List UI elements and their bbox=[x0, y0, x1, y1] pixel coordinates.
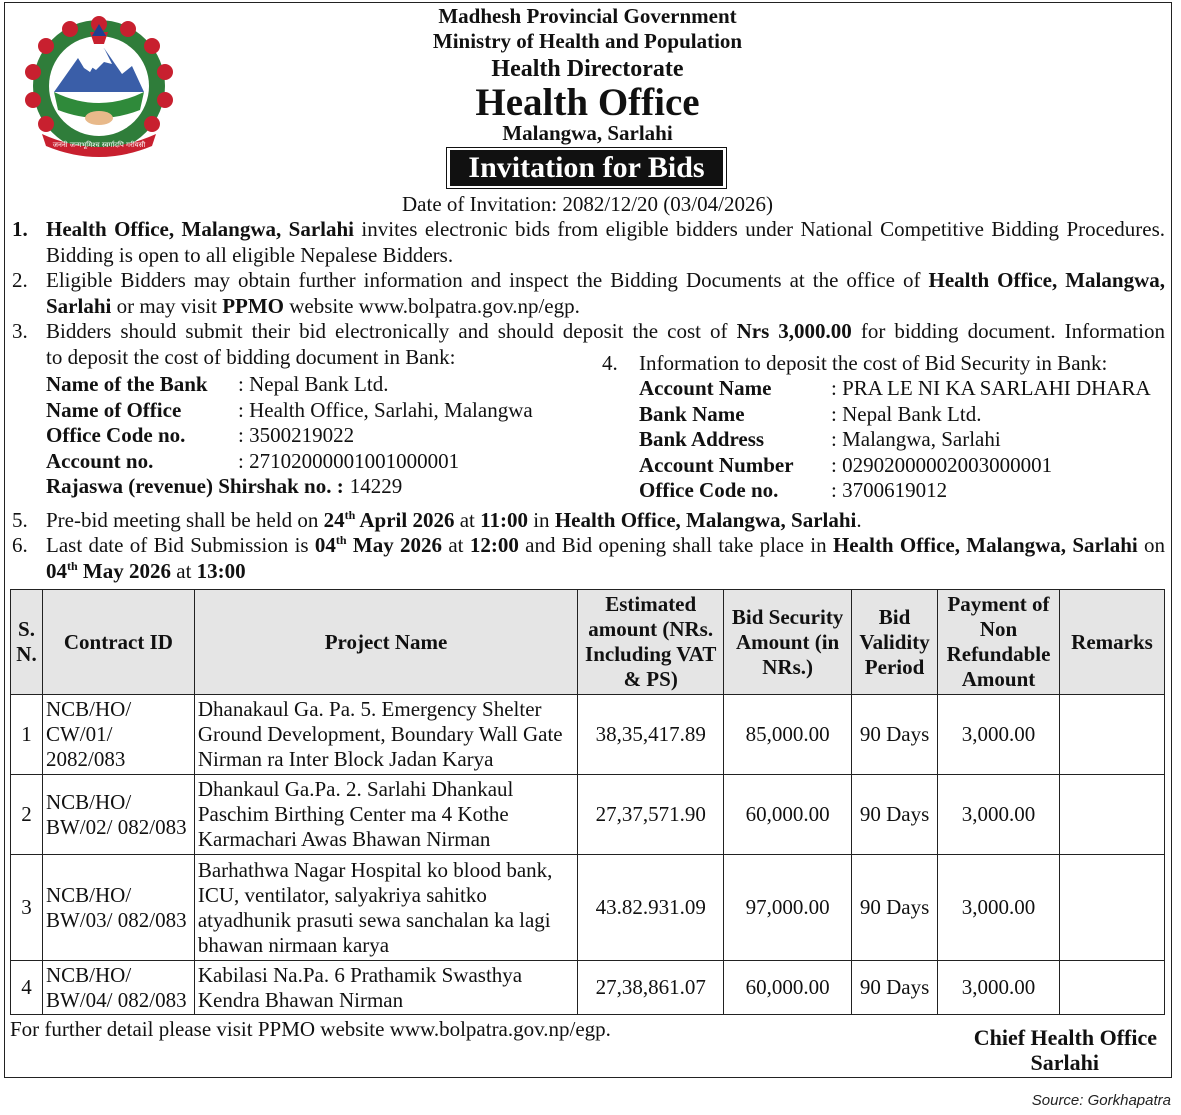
table-row bbox=[11, 961, 1165, 1015]
cell-project-name: Dhankaul Ga.Pa. 2. Sarlahi Dhankaul Paschim Birthing Center ma 4 Kothe Karmachari Awas Bhawan Nirman bbox=[194, 775, 577, 855]
clause-4: 4. Information to deposit the cost of Bid Security in Bank: bbox=[602, 351, 1108, 375]
further-detail-note: For further detail please visit PPMO website www.bolpatra.gov.np/egp. bbox=[10, 1017, 611, 1041]
cell-sn: 4 bbox=[11, 961, 43, 1015]
cell-project-name: Dhanakaul Ga. Pa. 5. Emergency Shelter Ground Development, Boundary Wall Gate Nirman ra Inter Block Jadan Karya bbox=[194, 695, 577, 775]
signatory-title: Chief Health Office bbox=[973, 1025, 1157, 1050]
col-header-sn: S. N. bbox=[11, 590, 43, 695]
kv-row: Office Code no. : 3500219022 bbox=[46, 423, 355, 447]
cell-payment: 3,000.00 bbox=[938, 695, 1060, 775]
cell-contract-id: NCB/HO/ BW/04/ 082/083 bbox=[42, 961, 194, 1015]
cell-amount: 27,38,861.07 bbox=[578, 961, 724, 1015]
cell-sn: 3 bbox=[11, 855, 43, 961]
cell-amount: 38,35,417.89 bbox=[578, 695, 724, 775]
cell-contract-id: NCB/HO/ BW/03/ 082/083 bbox=[42, 855, 194, 961]
clause-text: Pre-bid meeting shall be held on 24th April 2026 at 11:00 in Health Office, Malangwa, Sarlahi. bbox=[46, 508, 862, 532]
title-banner: Invitation for Bids bbox=[450, 150, 723, 186]
bids-table bbox=[10, 589, 1165, 1015]
kv-row: Account Number : 02902000002003000001 bbox=[639, 452, 1053, 477]
govt-name: Madhesh Provincial Government bbox=[438, 4, 737, 28]
cell-amount: 27,37,571.90 bbox=[578, 775, 724, 855]
svg-text:जननी जन्मभूमिश्च स्वर्गादपि गर: जननी जन्मभूमिश्च स्वर्गादपि गरीयसी bbox=[52, 141, 146, 149]
cell-remarks bbox=[1060, 775, 1165, 855]
source-credit: Source: Gorkhapatra bbox=[1031, 1092, 1171, 1109]
clause-2 bbox=[12, 268, 1165, 319]
table-header-row bbox=[11, 590, 1165, 695]
cell-contract-id: NCB/HO/ BW/02/ 082/083 bbox=[42, 775, 194, 855]
kv-row: Name of the Bank : Nepal Bank Ltd. bbox=[46, 372, 389, 396]
kv-row: Bank Name : Nepal Bank Ltd. bbox=[639, 401, 982, 426]
cell-security: 97,000.00 bbox=[724, 855, 852, 961]
cell-project-name: Barhathwa Nagar Hospital ko blood bank, ICU, ventilator, salyakriya sahitko atyadhunik prasuti sewa sanchalan ka lagi bhawan nirmaan karya bbox=[194, 855, 577, 961]
clause-number: 6. bbox=[12, 533, 28, 557]
clause-number: 2. bbox=[12, 268, 28, 292]
clause-number: 3. bbox=[12, 319, 28, 343]
signatory-location: Sarlahi bbox=[1030, 1050, 1099, 1075]
col-header-estimated-amount: Estimated amount (NRs. Including VAT & PS) bbox=[578, 590, 724, 695]
cell-security: 60,000.00 bbox=[724, 775, 852, 855]
cell-remarks bbox=[1060, 961, 1165, 1015]
table-row bbox=[11, 775, 1165, 855]
kv-row: Rajaswa (revenue) Shirshak no. : 14229 bbox=[46, 474, 403, 498]
clause-1 bbox=[12, 217, 1165, 268]
col-header-bid-security: Bid Security Amount (in NRs.) bbox=[724, 590, 852, 695]
cell-validity: 90 Days bbox=[852, 961, 938, 1015]
cell-remarks bbox=[1060, 855, 1165, 961]
cell-sn: 2 bbox=[11, 775, 43, 855]
bank-document-info bbox=[46, 372, 533, 500]
clause-6 bbox=[12, 533, 1165, 584]
cell-payment: 3,000.00 bbox=[938, 775, 1060, 855]
col-header-contract-id: Contract ID bbox=[42, 590, 194, 695]
kv-row: Bank Address : Malangwa, Sarlahi bbox=[639, 427, 1001, 451]
clause-number: 1. bbox=[12, 217, 28, 241]
clause-text: Last date of Bid Submission is 04th May 2026 at 12:00 and Bid opening shall take place in Health Office, Malangwa, Sarlahi on 04th May 2026 at 13:00 bbox=[46, 533, 1166, 583]
clause-text: Eligible Bidders may obtain further information and inspect the Bidding Documents at the office of Health Office, Malangwa, Sarlahi or may visit PPMO website www.bolpatra.gov.np/egp. bbox=[46, 268, 1165, 318]
clause-3-text: Bidders should submit their bid electronically and should deposit the cost of Nrs 3,000.00 for bidding document. Information to deposit the cost of bidding document in Bank: bbox=[46, 319, 1165, 369]
col-header-project-name: Project Name bbox=[194, 590, 577, 695]
cell-security: 85,000.00 bbox=[724, 695, 852, 775]
kv-row: Name of Office : Health Office, Sarlahi, Malangwa bbox=[46, 397, 533, 422]
clause-5 bbox=[12, 508, 1165, 534]
col-header-bid-validity: Bid Validity Period bbox=[852, 590, 938, 695]
cell-validity: 90 Days bbox=[852, 775, 938, 855]
kv-row: Account Name : PRA LE NI KA SARLAHI DHARA bbox=[639, 376, 1151, 400]
office-name: Health Office bbox=[475, 81, 700, 124]
col-header-payment: Payment of Non Refundable Amount bbox=[938, 590, 1060, 695]
bank-security-info bbox=[639, 376, 1151, 504]
directorate-name: Health Directorate bbox=[491, 56, 684, 82]
table-row bbox=[11, 695, 1165, 775]
office-location: Malangwa, Sarlahi bbox=[502, 121, 673, 145]
cell-validity: 90 Days bbox=[852, 695, 938, 775]
clause-text: Health Office, Malangwa, Sarlahi invites electronic bids from eligible bidders under National Competitive Bidding Procedures. Bidding is open to all eligible Nepalese Bidders. bbox=[46, 217, 1165, 267]
cell-validity: 90 Days bbox=[852, 855, 938, 961]
clause-number: 5. bbox=[12, 508, 28, 532]
cell-amount: 43.82.931.09 bbox=[578, 855, 724, 961]
kv-row: Account no. : 27102000001001000001 bbox=[46, 448, 460, 473]
cell-payment: 3,000.00 bbox=[938, 855, 1060, 961]
kv-row: Office Code no. : 3700619012 bbox=[639, 478, 948, 502]
cell-security: 60,000.00 bbox=[724, 961, 852, 1015]
cell-project-name: Kabilasi Na.Pa. 6 Prathamik Swasthya Kendra Bhawan Nirman bbox=[194, 961, 577, 1015]
cell-sn: 1 bbox=[11, 695, 43, 775]
cell-payment: 3,000.00 bbox=[938, 961, 1060, 1015]
cell-remarks bbox=[1060, 695, 1165, 775]
col-header-remarks: Remarks bbox=[1060, 590, 1165, 695]
ministry-name: Ministry of Health and Population bbox=[432, 29, 743, 53]
table-row bbox=[11, 855, 1165, 961]
date-of-invitation: Date of Invitation: 2082/12/20 (03/04/2026) bbox=[402, 192, 773, 216]
cell-contract-id: NCB/HO/ CW/01/ 2082/083 bbox=[42, 695, 194, 775]
